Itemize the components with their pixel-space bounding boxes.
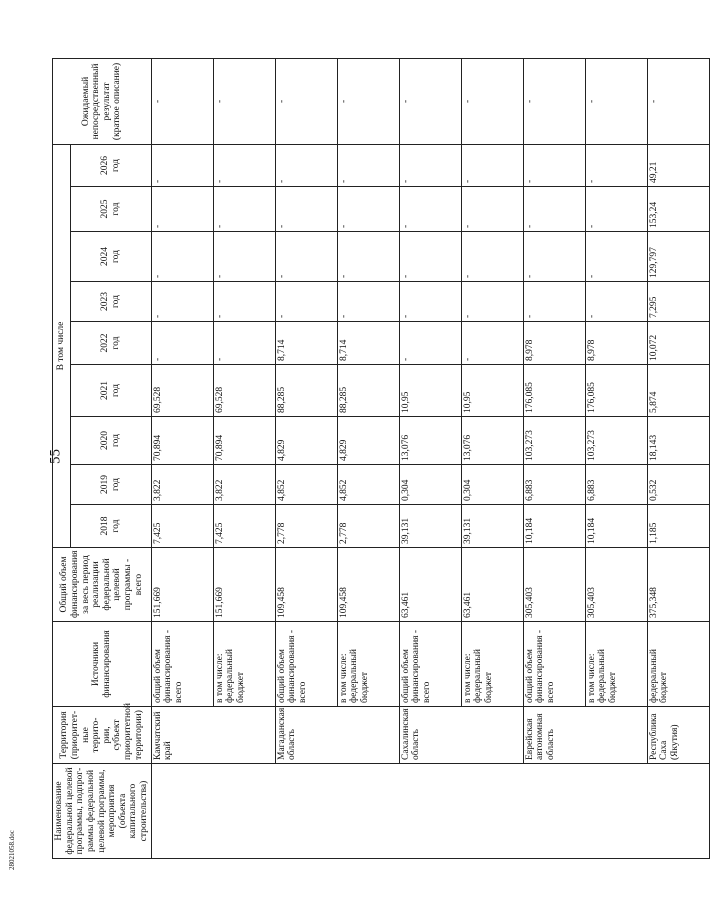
- program-cell: [647, 764, 709, 859]
- year-value-cell: 4,852: [337, 465, 399, 505]
- total-cell: 305,403: [585, 548, 647, 622]
- year-value-cell: -: [399, 232, 461, 282]
- year-value-cell: -: [523, 282, 585, 322]
- header-year: 2025 год: [71, 187, 151, 232]
- year-value-cell: 10,95: [461, 365, 523, 417]
- table-row: [461, 58, 523, 858]
- source-cell: в том числе: федеральный бюджет: [337, 622, 399, 707]
- result-cell: -: [585, 58, 647, 144]
- year-value-cell: 8,978: [523, 322, 585, 365]
- year-value-cell: -: [337, 144, 399, 186]
- program-cell: [275, 764, 337, 859]
- source-cell: общий объем финансирования - всего: [151, 622, 213, 707]
- program-cell: [213, 764, 275, 859]
- year-value-cell: 18,143: [647, 417, 709, 465]
- table-body: [151, 58, 709, 858]
- table-row: [337, 58, 399, 858]
- header-year: 2022 год: [71, 322, 151, 365]
- year-value-cell: 69,528: [151, 365, 213, 417]
- year-value-cell: -: [275, 187, 337, 232]
- header-year: 2023 год: [71, 282, 151, 322]
- page-number: 55: [47, 449, 64, 464]
- year-value-cell: 69,528: [213, 365, 275, 417]
- program-cell: [337, 764, 399, 859]
- table-row: [213, 58, 275, 858]
- year-value-cell: -: [523, 232, 585, 282]
- year-value-cell: -: [461, 144, 523, 186]
- year-value-cell: 103,273: [523, 417, 585, 465]
- year-value-cell: -: [213, 322, 275, 365]
- table-row: [647, 58, 709, 858]
- result-cell: -: [275, 58, 337, 144]
- year-value-cell: -: [275, 144, 337, 186]
- territory-cell: Магаданская область: [275, 707, 337, 764]
- program-cell: [399, 764, 461, 859]
- year-value-cell: 8,714: [337, 322, 399, 365]
- year-value-cell: 10,184: [523, 505, 585, 548]
- total-cell: 375,348: [647, 548, 709, 622]
- result-cell: -: [647, 58, 709, 144]
- total-cell: 109,458: [275, 548, 337, 622]
- year-value-cell: 8,714: [275, 322, 337, 365]
- header-program: Наименование федеральной целевой программы, подпрог- раммы федеральной целевой программы, мероприятия (объекта капитального строительства): [53, 764, 152, 859]
- territory-cell: Камчатский край: [151, 707, 213, 764]
- year-value-cell: 3,822: [213, 465, 275, 505]
- year-value-cell: 4,852: [275, 465, 337, 505]
- year-value-cell: -: [399, 187, 461, 232]
- year-value-cell: -: [585, 282, 647, 322]
- source-cell: в том числе: федеральный бюджет: [213, 622, 275, 707]
- year-value-cell: -: [461, 187, 523, 232]
- year-value-cell: -: [337, 187, 399, 232]
- program-cell: [151, 764, 213, 859]
- year-value-cell: -: [399, 322, 461, 365]
- result-cell: -: [523, 58, 585, 144]
- year-value-cell: -: [151, 322, 213, 365]
- header-sources: Источники финансирования: [53, 622, 152, 707]
- table-row: [523, 58, 585, 858]
- territory-cell: [213, 707, 275, 764]
- header-year: 2021 год: [71, 365, 151, 417]
- year-value-cell: 6,883: [585, 465, 647, 505]
- territory-cell: Сахалинская область: [399, 707, 461, 764]
- year-value-cell: 88,285: [337, 365, 399, 417]
- year-value-cell: 49,21: [647, 144, 709, 186]
- year-value-cell: -: [337, 232, 399, 282]
- source-cell: федеральный бюджет: [647, 622, 709, 707]
- territory-cell: [585, 707, 647, 764]
- year-value-cell: -: [151, 187, 213, 232]
- table-row: [275, 58, 337, 858]
- year-value-cell: -: [461, 232, 523, 282]
- result-cell: -: [151, 58, 213, 144]
- footer-doc-code: 28021058.doc: [8, 830, 16, 870]
- source-cell: общий объем финансирования - всего: [275, 622, 337, 707]
- total-cell: 305,403: [523, 548, 585, 622]
- territory-cell: [337, 707, 399, 764]
- table-row: [151, 58, 213, 858]
- header-result: Ожидаемый непосредственный результат (краткое описание): [53, 58, 152, 144]
- territory-cell: [461, 707, 523, 764]
- year-value-cell: 2,778: [275, 505, 337, 548]
- year-value-cell: -: [585, 232, 647, 282]
- result-cell: -: [399, 58, 461, 144]
- year-value-cell: -: [523, 144, 585, 186]
- year-value-cell: 7,425: [213, 505, 275, 548]
- financing-table: [52, 58, 710, 859]
- year-value-cell: 13,076: [461, 417, 523, 465]
- year-value-cell: -: [585, 144, 647, 186]
- total-cell: 151,669: [151, 548, 213, 622]
- year-value-cell: -: [461, 282, 523, 322]
- year-value-cell: 70,894: [151, 417, 213, 465]
- year-value-cell: 103,273: [585, 417, 647, 465]
- territory-cell: Еврейская автономная область: [523, 707, 585, 764]
- year-value-cell: -: [151, 144, 213, 186]
- table-row: [399, 58, 461, 858]
- result-cell: -: [461, 58, 523, 144]
- year-value-cell: 0,304: [461, 465, 523, 505]
- year-value-cell: 4,829: [337, 417, 399, 465]
- source-cell: общий объем финансирования - всего: [399, 622, 461, 707]
- program-cell: [585, 764, 647, 859]
- header-year: 2018 год: [71, 505, 151, 548]
- year-value-cell: 10,95: [399, 365, 461, 417]
- year-value-cell: 0,532: [647, 465, 709, 505]
- year-value-cell: 88,285: [275, 365, 337, 417]
- year-value-cell: 39,131: [461, 505, 523, 548]
- rotated-table-container: [52, 59, 680, 859]
- year-value-cell: 8,978: [585, 322, 647, 365]
- year-value-cell: 1,185: [647, 505, 709, 548]
- program-cell: [523, 764, 585, 859]
- year-value-cell: 10,072: [647, 322, 709, 365]
- year-value-cell: -: [213, 282, 275, 322]
- source-cell: в том числе: федеральный бюджет: [461, 622, 523, 707]
- result-cell: -: [213, 58, 275, 144]
- year-value-cell: -: [151, 232, 213, 282]
- year-value-cell: -: [213, 187, 275, 232]
- header-year: 2026 год: [71, 144, 151, 186]
- header-territory: Территория (приоритет- ные террито- рии, субъект приоритетной территории): [53, 707, 152, 764]
- year-value-cell: 129,797: [647, 232, 709, 282]
- year-value-cell: 7,295: [647, 282, 709, 322]
- header-year: 2019 год: [71, 465, 151, 505]
- total-cell: 109,458: [337, 548, 399, 622]
- year-value-cell: -: [151, 282, 213, 322]
- year-value-cell: 176,085: [523, 365, 585, 417]
- year-value-cell: 153,24: [647, 187, 709, 232]
- total-cell: 63,461: [399, 548, 461, 622]
- year-value-cell: 6,883: [523, 465, 585, 505]
- year-value-cell: -: [523, 187, 585, 232]
- year-value-cell: 70,894: [213, 417, 275, 465]
- year-value-cell: 2,778: [337, 505, 399, 548]
- year-value-cell: 0,304: [399, 465, 461, 505]
- year-value-cell: 176,085: [585, 365, 647, 417]
- year-value-cell: 4,829: [275, 417, 337, 465]
- year-value-cell: -: [585, 187, 647, 232]
- year-value-cell: -: [213, 232, 275, 282]
- header-total: Общий объем финансирования за весь период реализации федеральной целевой программы - всего: [53, 548, 152, 622]
- year-value-cell: -: [461, 322, 523, 365]
- year-value-cell: 5,874: [647, 365, 709, 417]
- header-including: В том числе: [53, 144, 71, 547]
- year-value-cell: -: [213, 144, 275, 186]
- source-cell: общий объем финансирования - всего: [523, 622, 585, 707]
- year-value-cell: -: [399, 144, 461, 186]
- total-cell: 151,669: [213, 548, 275, 622]
- program-cell: [461, 764, 523, 859]
- year-value-cell: 13,076: [399, 417, 461, 465]
- source-cell: в том числе: федеральный бюджет: [585, 622, 647, 707]
- territory-cell: Республика Саха (Якутия): [647, 707, 709, 764]
- total-cell: 63,461: [461, 548, 523, 622]
- year-value-cell: -: [337, 282, 399, 322]
- year-value-cell: -: [275, 232, 337, 282]
- year-value-cell: -: [275, 282, 337, 322]
- year-value-cell: 10,184: [585, 505, 647, 548]
- header-year: 2024 год: [71, 232, 151, 282]
- table-row: [585, 58, 647, 858]
- result-cell: -: [337, 58, 399, 144]
- year-value-cell: 3,822: [151, 465, 213, 505]
- year-value-cell: 39,131: [399, 505, 461, 548]
- year-value-cell: -: [399, 282, 461, 322]
- header-year: 2020 год: [71, 417, 151, 465]
- year-value-cell: 7,425: [151, 505, 213, 548]
